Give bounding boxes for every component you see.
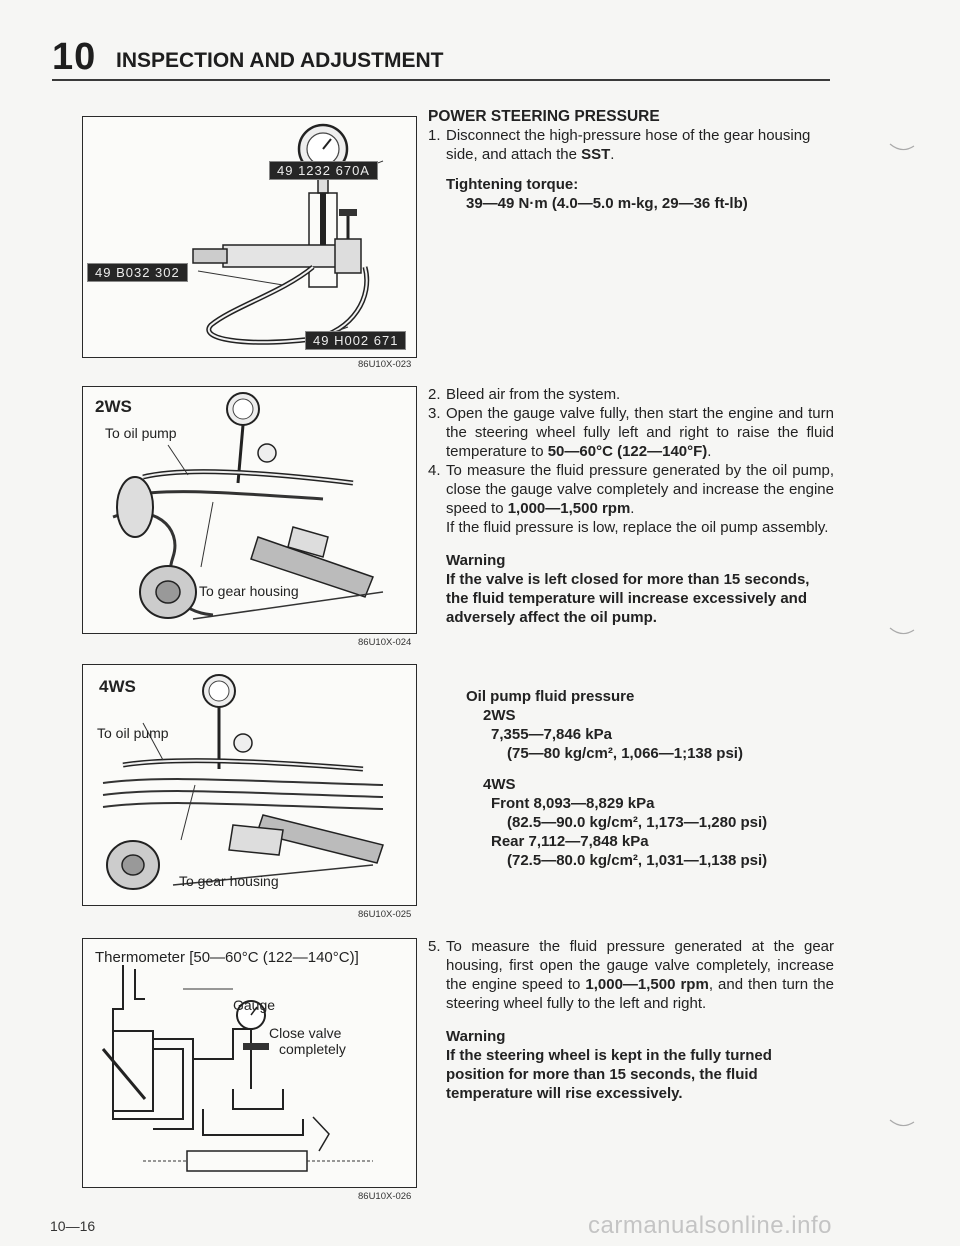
gauge-label: Gauge — [233, 997, 276, 1013]
section-intro — [428, 107, 834, 213]
thermometer-label: Thermometer [50—60°C (122—140°C)] — [95, 949, 359, 966]
chapter-title: INSPECTION AND ADJUSTMENT — [116, 49, 444, 72]
header-rule — [52, 79, 830, 81]
scan-mark — [888, 626, 916, 636]
scan-mark — [888, 1118, 916, 1128]
section-steps — [428, 385, 834, 627]
spec-2ws-label: 2WS — [483, 707, 516, 724]
schematic-illustration — [83, 939, 416, 1187]
step-3: 3. Open the gauge valve fully, then start the engine and turn the steering wheel fully left and right to raise the fluid temperature to 50—60°C (122—140°F). — [428, 405, 834, 460]
step-number: 4. — [428, 462, 441, 479]
step-4-note: If the fluid pressure is low, replace the oil pump assembly. — [446, 519, 829, 536]
scan-mark — [888, 142, 916, 152]
spec-2ws-alt: (75—80 kg/cm², 1,066—1;138 psi) — [507, 745, 743, 762]
pressure-specs — [428, 687, 834, 870]
torque-value: 39—49 N·m (4.0—5.0 m-kg, 29—36 ft-lb) — [466, 195, 748, 212]
section-title: POWER STEERING PRESSURE — [428, 108, 660, 125]
spec-rear-alt: (72.5—80.0 kg/cm², 1,031—1,138 psi) — [507, 852, 768, 869]
valve-label: Close valve — [269, 1025, 342, 1041]
drive-type-label: 4WS — [99, 677, 136, 696]
gauge-set-illustration — [83, 117, 416, 357]
figure-2ws-hookup — [82, 386, 417, 634]
step-number: 5. — [428, 938, 441, 955]
figure-gauge-schematic — [82, 938, 417, 1188]
tool-number-tag: 49 1232 670A — [269, 161, 378, 180]
step-number: 3. — [428, 405, 441, 422]
step-5: 5. To measure the fluid pressure generated at the gear housing, first open the gauge valve completely, increase the engine speed to 1,000—1,500 rpm, and then turn the steering wheel fully to the left and right. — [428, 938, 834, 1012]
page-number: 10—16 — [50, 1218, 96, 1234]
spec-2ws-value: 7,355—7,846 kPa — [491, 726, 612, 743]
spec-4ws-label: 4WS — [483, 776, 516, 793]
tool-number-tag: 49 B032 302 — [87, 263, 188, 282]
drive-type-label: 2WS — [95, 397, 132, 416]
warning-title: Warning — [446, 1028, 506, 1045]
figure-4ws-hookup — [82, 664, 417, 906]
step-number: 1. — [428, 127, 441, 144]
4ws-hookup-illustration — [83, 665, 416, 905]
figure-code: 86U10X-026 — [358, 1191, 412, 1202]
warning-text: If the valve is left closed for more than 15 seconds, the fluid temperature will increase excessively and adversely affect the oil pump. — [446, 571, 810, 626]
chapter-number: 10 — [52, 36, 97, 78]
step-4: 4. To measure the fluid pressure generated by the oil pump, close the gauge valve completely and increase the engine speed to 1,000—1,500 rpm. — [428, 462, 834, 517]
oil-pump-label: To oil pump — [97, 725, 169, 741]
step-number: 2. — [428, 386, 441, 403]
spec-rear-value: Rear 7,112—7,848 kPa — [491, 833, 649, 850]
tool-number-tag: 49 H002 671 — [305, 331, 406, 350]
gear-housing-label: To gear housing — [179, 873, 279, 889]
torque-label: Tightening torque: — [446, 176, 579, 193]
figure-sst-gauge — [82, 116, 417, 358]
watermark: carmanualsonline.info — [588, 1212, 832, 1239]
spec-front-alt: (82.5—90.0 kg/cm², 1,173—1,280 psi) — [507, 814, 768, 831]
spec-front-value: Front 8,093—8,829 kPa — [491, 795, 655, 812]
step-2: 2. Bleed air from the system. — [428, 386, 621, 403]
figure-code: 86U10X-024 — [358, 637, 412, 648]
warning-title: Warning — [446, 552, 506, 569]
valve-label-cont: completely — [279, 1041, 346, 1057]
oil-pump-label: To oil pump — [105, 425, 177, 441]
spec-title: Oil pump fluid pressure — [466, 688, 635, 705]
figure-code: 86U10X-023 — [358, 359, 412, 370]
section-step5 — [428, 937, 834, 1103]
gear-housing-label: To gear housing — [199, 583, 299, 599]
figure-code: 86U10X-025 — [358, 909, 412, 920]
step-1: 1. Disconnect the high-pressure hose of the gear housing side, and attach the SST. — [428, 127, 811, 163]
warning-text: If the steering wheel is kept in the fully turned position for more than 15 seconds, the fluid temperature will rise excessively. — [446, 1047, 772, 1102]
